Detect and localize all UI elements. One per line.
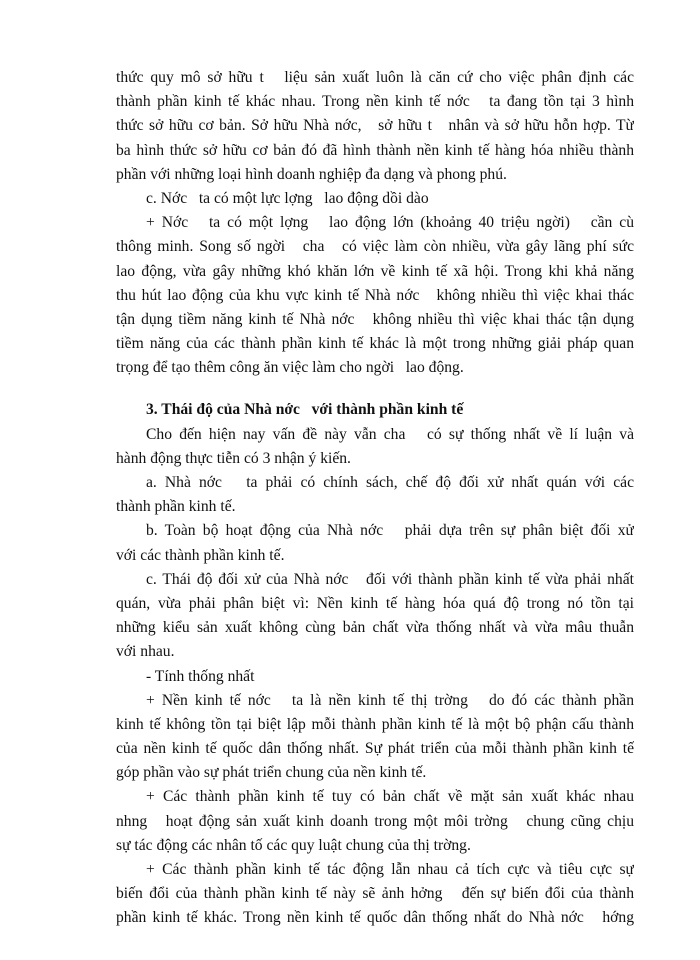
- text-line: + Các thành phần kinh tế tuy có bản chất về mặt sản xuất khác nhau: [146, 788, 634, 806]
- text-line: quán, vừa phải phân biệt vì: Nền kinh tế hàng hóa quá độ trong nó tồn tại: [116, 594, 634, 612]
- text-line: kinh tế không tồn tại biệt lập mỗi thành phần kinh tế là một bộ phận cấu thành: [116, 715, 634, 733]
- text-line: thu hút lao động của khu vực kinh tế Nhà nớc không nhiều thì việc khai thác: [116, 286, 634, 304]
- text-line: + Nớc ta có một lợng lao động lớn (khoảng 40 triệu ngời) cần cù: [146, 214, 634, 232]
- paragraph-gap: [116, 380, 634, 398]
- text-line: - Tính thống nhất: [146, 667, 255, 685]
- text-line: phần với những loại hình doanh nghiệp đa dạng và phong phú.: [116, 165, 507, 183]
- text-line: nhng hoạt động sản xuất kinh doanh trong một môi trờng chung cũng chịu: [116, 812, 634, 830]
- text-line: tiềm năng của các thành phần kinh tế khác là một trong những giải pháp quan: [116, 335, 634, 353]
- text-line: thông minh. Song số ngời cha có việc làm còn nhiều, vừa gây lãng phí sức: [116, 238, 634, 256]
- body-text: [116, 66, 634, 931]
- text-line: biến đổi của thành phần kinh tế này sẽ ảnh hởng đến sự biến đổi của thành: [116, 885, 634, 903]
- text-line: c. Thái độ đối xử của Nhà nớc đối với thành phần kinh tế vừa phải nhất: [146, 570, 634, 588]
- text-line: thành phần kinh tế khác nhau. Trong nền kinh tế nớc ta đang tồn tại 3 hình: [116, 93, 634, 111]
- text-line: thức quy mô sở hữu t liệu sản xuất luôn là căn cứ cho việc phân định các: [116, 69, 634, 86]
- text-line: góp phần vào sự phát triển chung của nền kinh tế.: [116, 764, 427, 782]
- text-line: hành động thực tiễn có 3 nhận ý kiến.: [116, 449, 351, 467]
- text-line: + Các thành phần kinh tế tác động lẫn nhau cả tích cực và tiêu cực sự: [146, 861, 634, 878]
- text-line: tận dụng tiềm năng kinh tế Nhà nớc không nhiều thì việc khai thác tận dụng: [116, 310, 634, 328]
- text-line: với nhau.: [116, 643, 175, 661]
- text-line: Cho đến hiện nay vấn đề này vẫn cha có sự thống nhất về lí luận và: [146, 425, 634, 443]
- text-line: với các thành phần kinh tế.: [116, 546, 285, 564]
- text-line: b. Toàn bộ hoạt động của Nhà nớc phải dựa trên sự phân biệt đối xử: [146, 522, 634, 540]
- text-line: lao động, vừa gây những khó khăn lớn về kinh tế xã hội. Trong khi khả năng: [116, 262, 634, 280]
- text-line: + Nền kinh tế nớc ta là nền kinh tế thị trờng do đó các thành phần: [146, 691, 634, 709]
- text-line: phần kinh tế khác. Trong nền kinh tế quốc dân thống nhất do Nhà nớc hớng: [116, 909, 634, 927]
- text-line: a. Nhà nớc ta phải có chính sách, chế độ đối xử nhất quán với các: [146, 474, 634, 491]
- text-line: thành phần kinh tế.: [116, 498, 236, 516]
- text-line: ba hình thức sở hữu cơ bản đó đã hình thành nền kinh tế hàng hóa nhiều thành: [116, 141, 634, 159]
- text-line: thức sở hữu cơ bản. Sở hữu Nhà nớc, sở hữu t nhân và sở hữu hỗn hợp. Từ: [116, 117, 634, 135]
- text-line: của nền kinh tế quốc dân thống nhất. Sự phát triển của mỗi thành phần kinh tế: [116, 740, 634, 758]
- section-heading: 3. Thái độ của Nhà nớc với thành phần kinh tế: [146, 401, 464, 419]
- text-line: sự tác động các nhân tố các quy luật chung của thị trờng.: [116, 836, 471, 854]
- text-line: c. Nớc ta có một lực lợng lao động dồi dào: [146, 189, 429, 207]
- text-line: những kiểu sản xuất không cùng bản chất vừa thống nhất và vừa mâu thuẫn: [116, 619, 634, 637]
- text-line: trọng để tạo thêm công ăn việc làm cho ngời lao động.: [116, 359, 464, 377]
